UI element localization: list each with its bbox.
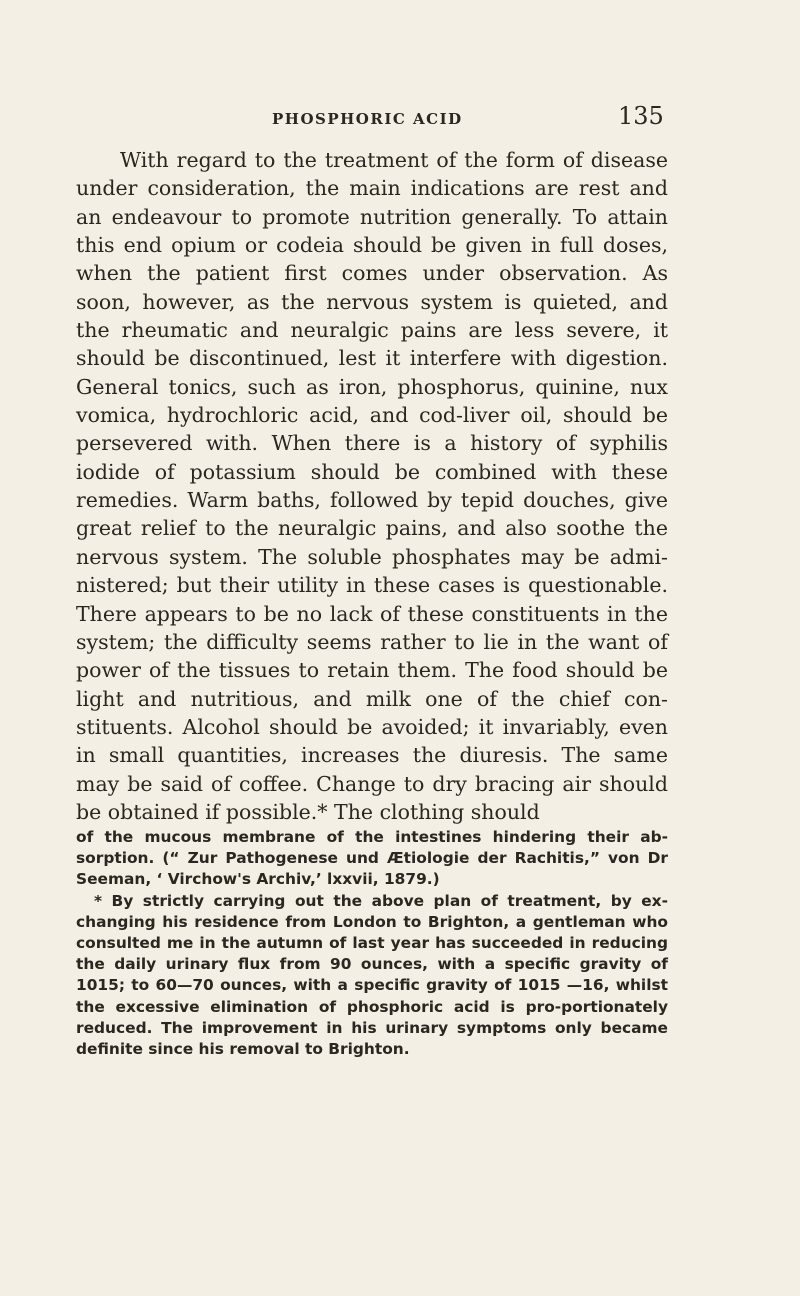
body-paragraph: With regard to the treatment of the form of disease under consideration, the main indications are rest and an endeavour to promote nutrition generally. To attain this end opium or codeia should be given in full doses, when the patient first comes under observation. As soon, however, as the nervous system is quieted, and the rheumatic and neuralgic pains are less severe, it should be discontinued, lest it interfere with digestion. General tonics, such as iron, phosphorus, quinine, nux vomica, hydrochloric acid, and cod-liver oil, should be persevered with. When there is a history of syphilis iodide of potassium should be combined with these remedies. Warm baths, followed by tepid douches, give great relief to the neuralgic pains, and also soothe the nervous system. The soluble phosphates may be admi-nistered; but their utility in these cases is questionable. There appears to be no lack of these constituents in the system; the difficulty seems rather to lie in the want of power of the tissues to retain them. The food should be light and nutritious, and milk one of the chief con-stituents. Alcohol should be avoided; it invariably, even in small quantities, increases the diuresis. The same may be said of coffee. Change to dry bracing air should be obtained if possible.* The clothing should [76,148,668,824]
footnote-continued: of the mucous membrane of the intestines hindering their ab-sorption. (“ Zur Pathogenese und Ætiologie der Rachitis,” von Dr Seeman, ‘ Virchow's Archiv,’ lxxvii, 1879.) [76,828,668,889]
footnotes [76,827,668,1060]
running-head: PHOSPHORIC ACID [272,110,463,128]
page-number: 135 [618,102,664,130]
footnote-star: * By strictly carrying out the above plan of treatment, by ex-changing his residence from London to Brighton, a gentleman who consulted me in the autumn of last year has succeeded in reducing the daily urinary flux from 90 ounces, with a specific gravity of 1015; to 60—70 ounces, with a specific gravity of 1015 —16, whilst the excessive elimination of phosphoric acid is pro-portionately reduced. The improvement in his urinary symptoms only became definite since his removal to Brighton. [76,891,668,1059]
page-header [0,102,800,134]
